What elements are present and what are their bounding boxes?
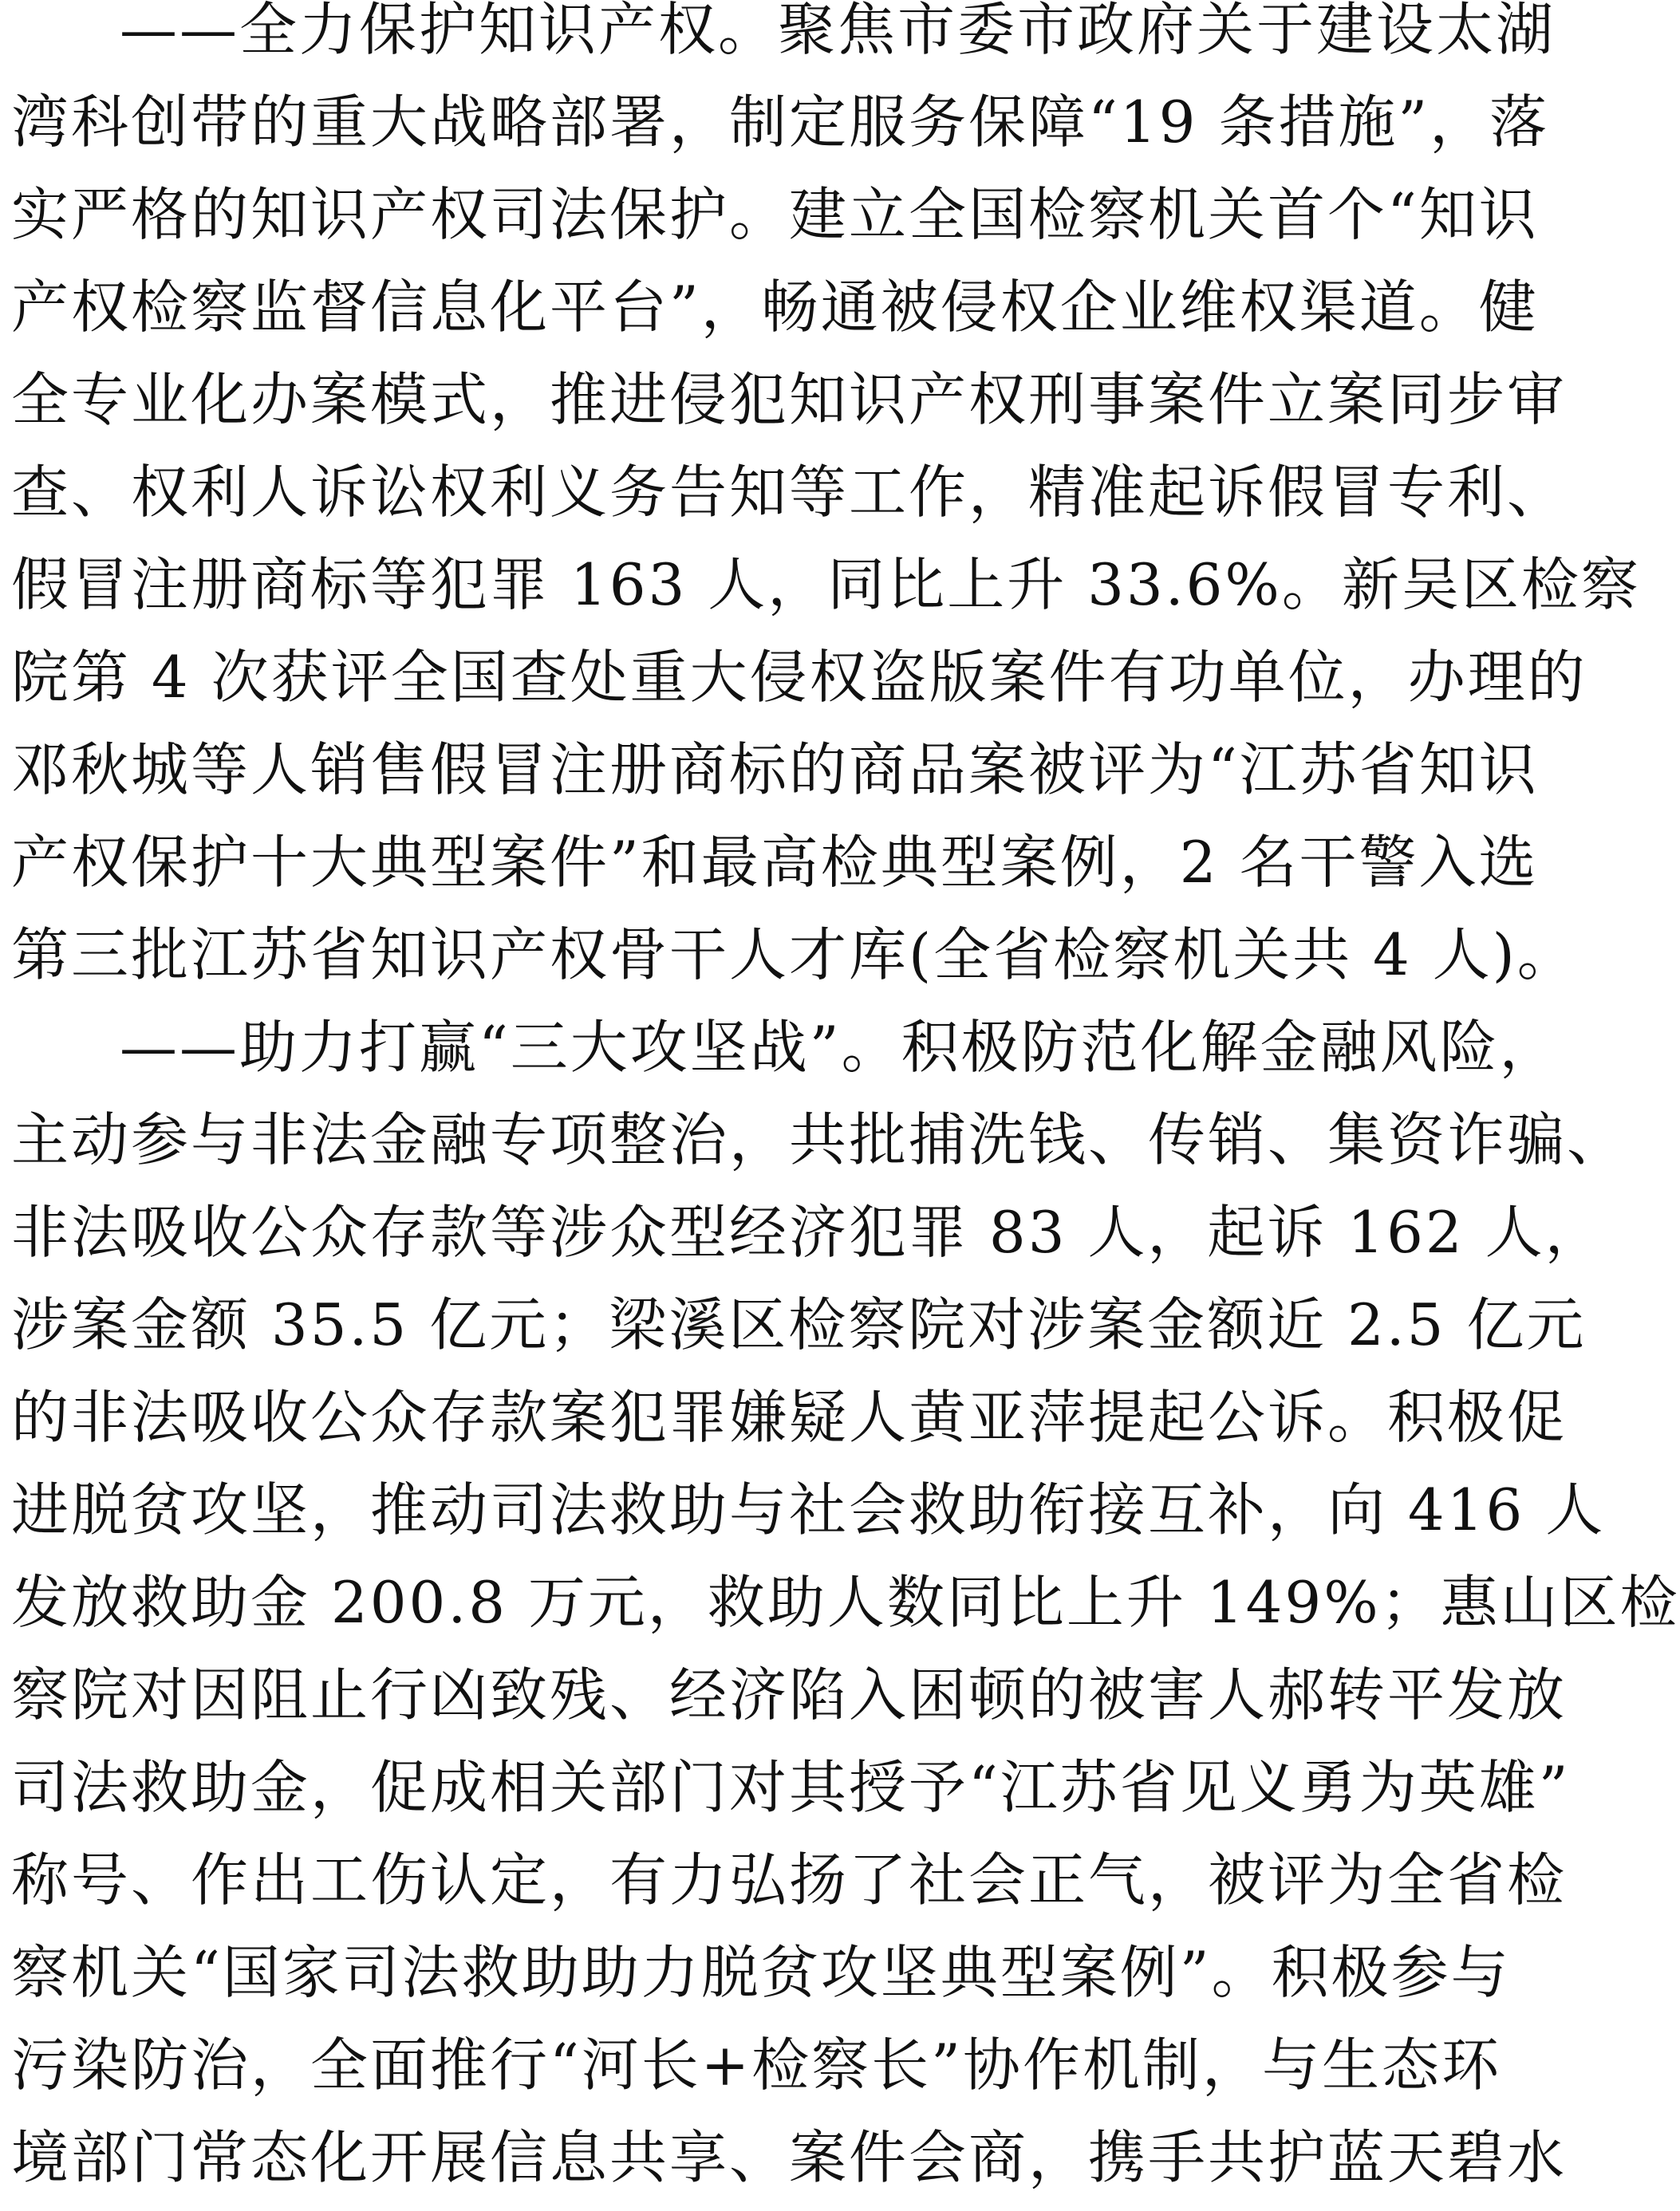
paragraph-1-line-1: ——全力保护知识产权。聚焦市委市政府关于建设太湖 bbox=[120, 0, 1556, 63]
paragraph-1-line-8: 院第 4 次获评全国查处重大侵权盗版案件有功单位，办理的 bbox=[11, 644, 1587, 711]
paragraph-2-line-6: 进脱贫攻坚，推动司法救助与社会救助衔接互补，向 416 人 bbox=[11, 1476, 1606, 1543]
paragraph-1-line-2: 湾科创带的重大战略部署，制定服务保障“19 条措施”，落 bbox=[11, 89, 1550, 156]
paragraph-2-line-13: 境部门常态化开展信息共享、案件会商，携手共护蓝天碧水 bbox=[11, 2124, 1568, 2191]
paragraph-2-line-2: 主动参与非法金融专项整治，共批捕洗钱、传销、集资诈骗、 bbox=[11, 1106, 1627, 1173]
paragraph-1-line-11: 第三批江苏省知识产权骨干人才库(全省检察机关共 4 人)。 bbox=[11, 921, 1577, 988]
paragraph-1-line-4: 产权检察监督信息化平台”，畅通被侵权企业维权渠道。健 bbox=[11, 274, 1539, 341]
paragraph-1-line-7: 假冒注册商标等犯罪 163 人，同比上升 33.6%。新吴区检察 bbox=[11, 551, 1641, 618]
paragraph-1-line-3: 实严格的知识产权司法保护。建立全国检察机关首个“知识 bbox=[11, 181, 1539, 248]
paragraph-2-line-3: 非法吸收公众存款等涉众型经济犯罪 83 人，起诉 162 人， bbox=[11, 1199, 1605, 1266]
paragraph-1-line-6: 查、权利人诉讼权利义务告知等工作，精准起诉假冒专利、 bbox=[11, 459, 1568, 526]
paragraph-2-line-1: ——助力打赢“三大攻坚战”。积极防范化解金融风险， bbox=[120, 1014, 1560, 1081]
paragraph-2-line-4: 涉案金额 35.5 亿元；梁溪区检察院对涉案金额近 2.5 亿元 bbox=[11, 1291, 1587, 1358]
paragraph-2-line-11: 察机关“国家司法救助助力脱贫攻坚典型案例”。积极参与 bbox=[11, 1939, 1511, 2006]
paragraph-2-line-8: 察院对因阻止行凶致残、经济陷入困顿的被害人郝转平发放 bbox=[11, 1661, 1568, 1728]
paragraph-1-line-5: 全专业化办案模式，推进侵犯知识产权刑事案件立案同步审 bbox=[11, 366, 1568, 433]
paragraph-2-line-9: 司法救助金，促成相关部门对其授予“江苏省见义勇为英雄” bbox=[11, 1754, 1571, 1821]
paragraph-2-line-5: 的非法吸收公众存款案犯罪嫌疑人黄亚萍提起公诉。积极促 bbox=[11, 1384, 1568, 1451]
paragraph-2-line-7: 发放救助金 200.8 万元，救助人数同比上升 149%；惠山区检 bbox=[11, 1569, 1680, 1636]
paragraph-1-line-9: 邓秋城等人销售假冒注册商标的商品案被评为“江苏省知识 bbox=[11, 736, 1539, 803]
paragraph-2-line-12: 污染防治，全面推行“河长+检察长”协作机制，与生态环 bbox=[11, 2032, 1501, 2099]
paragraph-2-line-10: 称号、作出工伤认定，有力弘扬了社会正气，被评为全省检 bbox=[11, 1846, 1568, 1913]
paragraph-1-line-10: 产权保护十大典型案件”和最高检典型案例，2 名干警入选 bbox=[11, 829, 1539, 896]
